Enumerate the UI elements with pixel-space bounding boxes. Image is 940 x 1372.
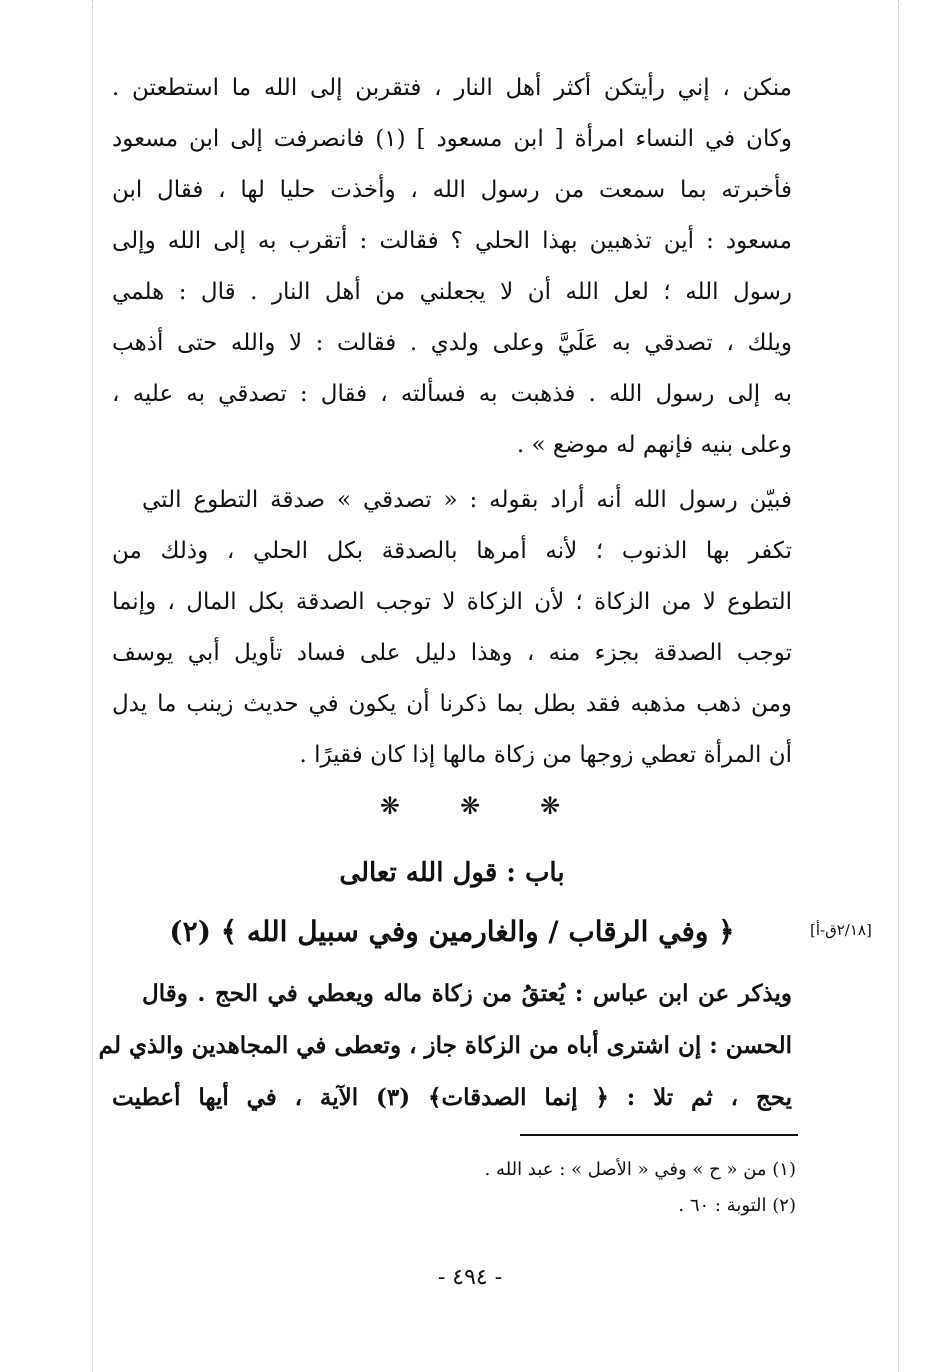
text-line: ويذكر عن ابن عباس : يُعتقُ من زكاة ماله ويعطي في الحج . وقال [142,980,792,1007]
footnote-1: (١) من « ح » وفي « الأصل » : عبد الله . [484,1159,796,1180]
text-line: مسعود : أين تذهبين بهذا الحلي ؟ فقالت : أتقرب به إلى الله وإلى [112,228,792,254]
text-line: فبيّن رسول الله أنه أراد بقوله : « تصدقي » صدقة التطوع التي [142,487,792,513]
text-line: فأخبرته بما سمعت من رسول الله ، وأخذت حليا لها ، فقال ابن [112,177,792,203]
manuscript-folio-note: [٢/١٨ق-أ] [810,921,872,939]
section-separator [0,792,940,820]
text-line: به إلى رسول الله . فذهبت به فسألته ، فقال : تصدقي به عليه ، [112,381,792,407]
ornament-star-icon: ❋ [540,792,561,820]
chapter-title: باب : قول الله تعالى [339,858,565,888]
ornament-star-icon: ❋ [379,792,400,820]
footnote-rule [520,1134,798,1136]
text-line: وعلى بنيه فإنهم له موضع » . [516,432,792,458]
text-line: ومن ذهب مذهبه فقد بطل بما ذكرنا أن يكون في حديث زينب ما يدل [112,691,792,717]
text-line: أن المرأة تعطي زوجها من زكاة مالها إذا كان فقيرًا . [299,742,792,768]
text-line: رسول الله ؛ لعل الله أن لا يجعلني من أهل النار . قال : هلمي [112,279,792,305]
text-line: وكان في النساء امرأة [ ابن مسعود ] (١) فانصرفت إلى ابن مسعود [112,126,793,152]
text-line: توجب الصدقة بجزء منه ، وهذا دليل على فساد تأويل أبي يوسف [112,640,792,666]
scan-edge-right [898,0,900,1372]
ornament-star-icon: ❋ [459,792,481,820]
chapter-verse: ﴿ وفي الرقاب / والغارمين وفي سبيل الله ﴾ (٢) [169,915,735,948]
scan-edge-left [92,0,94,1372]
text-line: منكن ، إني رأيتكن أكثر أهل النار ، فتقربن إلى الله ما استطعتن . [112,75,792,101]
text-line: الحسن : إن اشترى أباه من الزكاة جاز ، وتعطى في المجاهدين والذي لم [98,1032,792,1059]
text-line: يحج ، ثم تلا : ﴿ إنما الصدقات﴾ (٣) الآية ، في أيها أعطيت [112,1084,793,1111]
text-line: التطوع لا من الزكاة ؛ لأن الزكاة لا توجب الصدقة بكل المال ، وإنما [112,589,792,615]
text-line: تكفر بها الذنوب ؛ لأنه أمرها بالصدقة بكل الحلي ، وذلك من [112,538,792,564]
page-number: - ٤٩٤ - [437,1265,503,1290]
text-line: ويلك ، تصدقي به عَلَيَّ وعلى ولدي . فقالت : لا والله حتى أذهب [112,330,792,356]
footnote-2: (٢) التوبة : ٦٠ . [678,1195,796,1216]
